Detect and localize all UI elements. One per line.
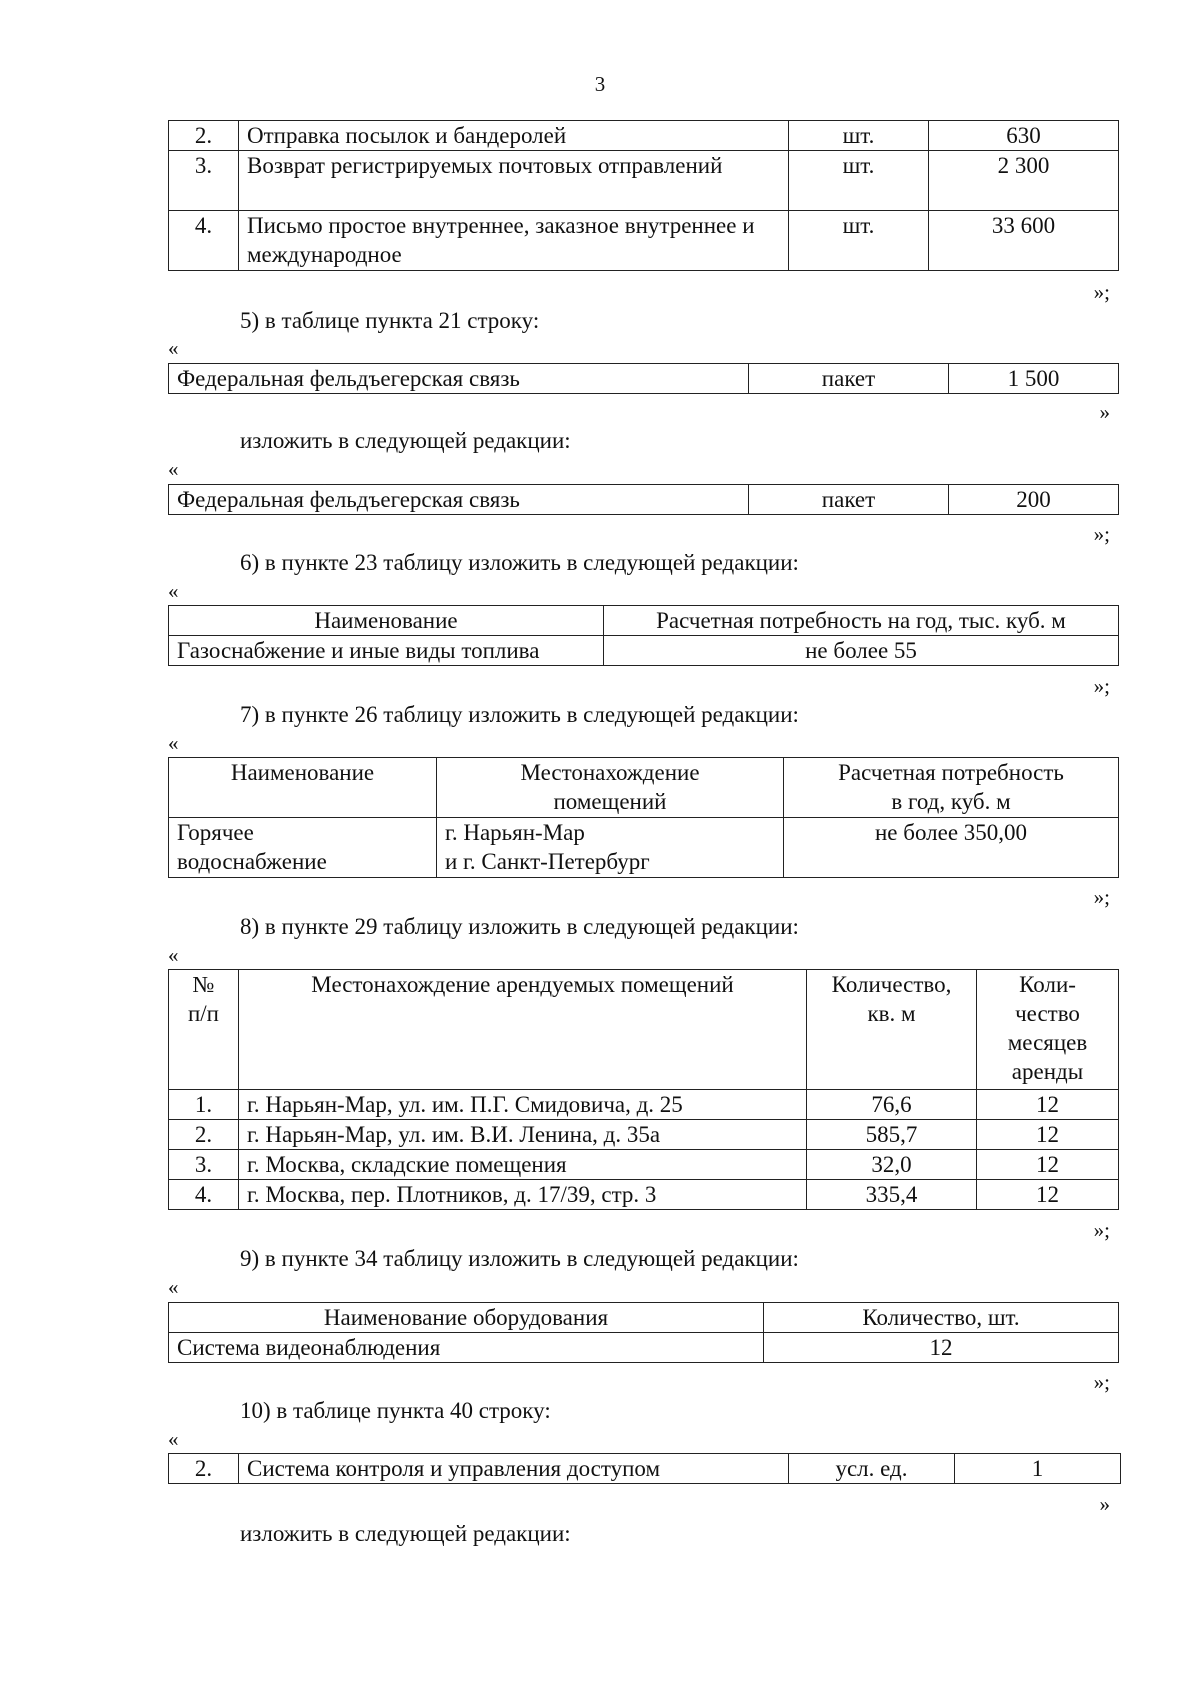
row-number: 4. bbox=[169, 211, 239, 271]
row-name: Возврат регистрируемых почтовых отправлений bbox=[239, 151, 789, 211]
row-name: Газоснабжение и иные виды топлива bbox=[169, 636, 604, 666]
table-row bbox=[169, 1150, 1119, 1180]
table-row bbox=[169, 636, 1119, 666]
table-courier-old bbox=[168, 363, 1119, 394]
row-location bbox=[437, 818, 784, 878]
item7-title: 7) в пункте 26 таблицу изложить в следующей редакции: bbox=[240, 702, 799, 727]
table-row bbox=[169, 1180, 1119, 1210]
cell-line: г. Нарьян-Мар bbox=[445, 820, 585, 845]
header-name bbox=[169, 758, 437, 818]
row-location: г. Москва, пер. Плотников, д. 17/39, стр. 3 bbox=[239, 1180, 807, 1210]
cell-line: Горячее bbox=[177, 820, 254, 845]
header-location: Местонахождение арендуемых помещений bbox=[239, 970, 807, 1090]
item9-title: 9) в пункте 34 таблицу изложить в следующей редакции: bbox=[240, 1246, 799, 1271]
header-months bbox=[977, 970, 1119, 1090]
table-row bbox=[169, 1120, 1119, 1150]
row-unit: шт. bbox=[789, 211, 929, 271]
row-unit: шт. bbox=[789, 121, 929, 151]
item8-title: 8) в пункте 29 таблицу изложить в следующей редакции: bbox=[240, 914, 799, 939]
table-row bbox=[169, 364, 1119, 394]
table-header bbox=[169, 970, 1119, 1090]
header-line: кв. м bbox=[867, 1001, 916, 1026]
item10-subtitle: изложить в следующей редакции: bbox=[240, 1521, 571, 1546]
row-qty: 1 bbox=[955, 1454, 1121, 1484]
header-line: помещений bbox=[553, 789, 667, 814]
table-header bbox=[169, 606, 1119, 636]
table-access bbox=[168, 1453, 1121, 1484]
row-location: г. Нарьян-Мар, ул. им. В.И. Ленина, д. 35а bbox=[239, 1120, 807, 1150]
row-qty: 200 bbox=[949, 485, 1119, 515]
table-courier-new bbox=[168, 484, 1119, 515]
header-line: Коли- bbox=[1019, 972, 1076, 997]
row-area: 585,7 bbox=[807, 1120, 977, 1150]
row-number: 2. bbox=[169, 1454, 239, 1484]
row-number: 2. bbox=[169, 1120, 239, 1150]
header-line: Наименование bbox=[230, 760, 375, 785]
row-name: Федеральная фельдъегерская связь bbox=[169, 485, 749, 515]
row-area: 335,4 bbox=[807, 1180, 977, 1210]
header-line: п/п bbox=[187, 1001, 219, 1026]
row-area: 32,0 bbox=[807, 1150, 977, 1180]
table-row bbox=[169, 1454, 1121, 1484]
header-need: Расчетная потребность на год, тыс. куб. м bbox=[604, 606, 1119, 636]
table-gas bbox=[168, 605, 1119, 666]
table-row bbox=[169, 121, 1119, 151]
header-equipment: Наименование оборудования bbox=[169, 1303, 764, 1333]
table-row bbox=[169, 818, 1119, 878]
row-need: не более 55 bbox=[604, 636, 1119, 666]
header-location bbox=[437, 758, 784, 818]
table-row bbox=[169, 151, 1119, 211]
closing-quote: »; bbox=[1093, 522, 1110, 546]
row-number: 3. bbox=[169, 1150, 239, 1180]
row-area: 76,6 bbox=[807, 1090, 977, 1120]
row-qty: 12 bbox=[764, 1333, 1119, 1363]
row-name: Система контроля и управления доступом bbox=[239, 1454, 789, 1484]
item10-title: 10) в таблице пункта 40 строку: bbox=[240, 1398, 551, 1423]
header-number bbox=[169, 970, 239, 1090]
header-name: Наименование bbox=[169, 606, 604, 636]
table-row bbox=[169, 485, 1119, 515]
header-line: месяцев bbox=[1007, 1030, 1088, 1055]
opening-quote: « bbox=[168, 1275, 179, 1299]
header-quantity: Количество, шт. bbox=[764, 1303, 1119, 1333]
row-qty: 1 500 bbox=[949, 364, 1119, 394]
row-qty: 33 600 bbox=[929, 211, 1119, 271]
row-months: 12 bbox=[977, 1120, 1119, 1150]
header-line: Количество, bbox=[831, 972, 952, 997]
table-header bbox=[169, 758, 1119, 818]
row-unit: пакет bbox=[749, 485, 949, 515]
item5-subtitle: изложить в следующей редакции: bbox=[240, 428, 571, 453]
opening-quote: « bbox=[168, 579, 179, 603]
opening-quote: « bbox=[168, 457, 179, 481]
header-line: чество bbox=[1015, 1001, 1080, 1026]
closing-quote: »; bbox=[1093, 885, 1110, 909]
opening-quote: « bbox=[168, 1427, 179, 1451]
closing-quote: »; bbox=[1093, 280, 1110, 304]
table-hot-water bbox=[168, 757, 1119, 878]
header-line: Расчетная потребность bbox=[838, 760, 1064, 785]
row-name: Федеральная фельдъегерская связь bbox=[169, 364, 749, 394]
row-name: Система видеонаблюдения bbox=[169, 1333, 764, 1363]
row-months: 12 bbox=[977, 1180, 1119, 1210]
row-months: 12 bbox=[977, 1150, 1119, 1180]
table-video bbox=[168, 1302, 1119, 1363]
row-qty: 2 300 bbox=[929, 151, 1119, 211]
cell-line: и г. Санкт-Петербург bbox=[445, 849, 650, 874]
header-line: аренды bbox=[1011, 1059, 1084, 1084]
cell-line: не более 350,00 bbox=[874, 820, 1028, 845]
closing-quote: »; bbox=[1093, 1370, 1110, 1394]
row-number: 1. bbox=[169, 1090, 239, 1120]
row-unit: пакет bbox=[749, 364, 949, 394]
table-row bbox=[169, 1333, 1119, 1363]
row-name bbox=[169, 818, 437, 878]
row-location: г. Москва, складские помещения bbox=[239, 1150, 807, 1180]
opening-quote: « bbox=[168, 731, 179, 755]
closing-quote: »; bbox=[1093, 1218, 1110, 1242]
opening-quote: « bbox=[168, 943, 179, 967]
item6-title: 6) в пункте 23 таблицу изложить в следующей редакции: bbox=[240, 550, 799, 575]
header-line: Местонахождение bbox=[520, 760, 700, 785]
header-line: в год, куб. м bbox=[891, 789, 1011, 814]
header-line: № bbox=[192, 972, 215, 997]
row-unit: шт. bbox=[789, 151, 929, 211]
row-months: 12 bbox=[977, 1090, 1119, 1120]
table-postal bbox=[168, 120, 1119, 271]
table-row bbox=[169, 211, 1119, 271]
row-unit: усл. ед. bbox=[789, 1454, 955, 1484]
closing-quote: »; bbox=[1093, 674, 1110, 698]
row-need bbox=[784, 818, 1119, 878]
table-row bbox=[169, 1090, 1119, 1120]
header-need bbox=[784, 758, 1119, 818]
row-number: 4. bbox=[169, 1180, 239, 1210]
header-area bbox=[807, 970, 977, 1090]
row-location: г. Нарьян-Мар, ул. им. П.Г. Смидовича, д. 25 bbox=[239, 1090, 807, 1120]
table-header bbox=[169, 1303, 1119, 1333]
row-name: Письмо простое внутреннее, заказное внутреннее и международное bbox=[239, 211, 789, 271]
item5-title: 5) в таблице пункта 21 строку: bbox=[240, 308, 540, 333]
table-rent bbox=[168, 969, 1119, 1210]
page-number: 3 bbox=[594, 72, 606, 96]
row-number: 2. bbox=[169, 121, 239, 151]
cell-line: водоснабжение bbox=[177, 849, 327, 874]
closing-quote: » bbox=[1099, 1492, 1110, 1516]
row-name: Отправка посылок и бандеролей bbox=[239, 121, 789, 151]
closing-quote: » bbox=[1099, 400, 1110, 424]
opening-quote: « bbox=[168, 336, 179, 360]
row-qty: 630 bbox=[929, 121, 1119, 151]
row-number: 3. bbox=[169, 151, 239, 211]
